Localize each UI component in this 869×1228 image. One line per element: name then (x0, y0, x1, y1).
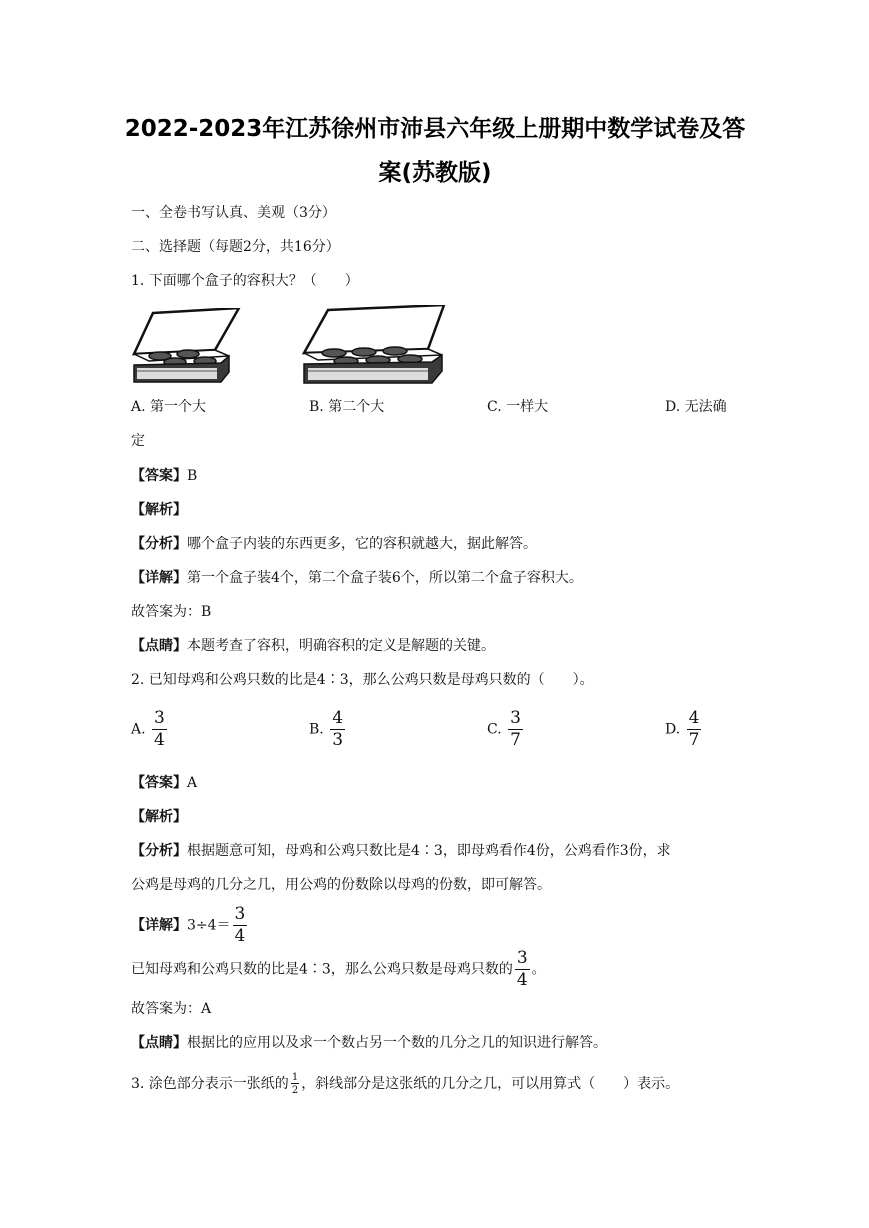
denominator: 7 (688, 730, 700, 750)
denominator: 2 (291, 1085, 299, 1096)
document-title-line-1: 2022-2023年江苏徐州市沛县六年级上册期中数学试卷及答 (124, 116, 746, 142)
numerator: 3 (516, 948, 528, 968)
option-letter: A. (131, 721, 146, 738)
q1-answer (131, 466, 197, 486)
answer-value: B (187, 468, 198, 484)
fenxi-label: 【分析】 (131, 843, 187, 859)
section-1-heading: 一、全卷书写认真、美观（3分） (131, 205, 336, 221)
q2-option-a (131, 709, 169, 750)
q1-option-d-wrap: 定 (131, 433, 145, 449)
conclusion-text: 已知母鸡和公鸡只数的比是4∶3，那么公鸡只数是母鸡只数的 (131, 961, 513, 978)
q2-dianjing (131, 1033, 607, 1053)
xiangjie-label: 【详解】 (131, 917, 187, 934)
conclusion-end: 。 (531, 961, 546, 978)
option-letter: D. (665, 721, 681, 738)
q1-xiangjie (131, 568, 583, 588)
q2-final-answer: 故答案为：A (131, 1001, 212, 1017)
option-fraction (152, 709, 167, 750)
numerator: 1 (291, 1072, 299, 1083)
fenxi-text: 哪个盒子内装的东西更多，它的容积就越大，据此解答。 (187, 536, 537, 552)
fenxi-text: 根据题意可知，母鸡和公鸡只数比是4∶3，即母鸡看作4份，公鸡看作3份，求 (187, 843, 671, 859)
question-1-stem: 1. 下面哪个盒子的容积大？（ ） (131, 273, 359, 289)
q3-stem-end: ，斜线部分是这张纸的几分之几，可以用算式（ ）表示。 (301, 1076, 680, 1092)
denominator: 7 (510, 730, 521, 750)
q1-dianjing (131, 636, 495, 656)
numerator: 4 (688, 708, 700, 728)
denominator: 4 (234, 926, 246, 946)
q3-inline-fraction (291, 1072, 299, 1096)
denominator: 4 (154, 730, 165, 750)
q2-option-c (487, 709, 525, 750)
xiangjie-text: 第一个盒子装4个，第二个盒子装6个，所以第二个盒子容积大。 (187, 570, 583, 586)
document-title-line-2: 案(苏教版) (378, 160, 492, 186)
answer-value: A (187, 775, 198, 791)
q2-answer (131, 773, 197, 793)
q2-analysis-heading: 【解析】 (131, 809, 187, 825)
xiangjie-expression: 3÷4＝ (187, 917, 231, 934)
dianjing-text: 本题考查了容积，明确容积的定义是解题的关键。 (187, 638, 495, 654)
denominator: 3 (332, 730, 344, 750)
numerator: 4 (332, 708, 344, 728)
q1-option-d: D. 无法确 (665, 399, 727, 415)
option-fraction (330, 709, 345, 750)
xiangjie-label: 【详解】 (131, 570, 187, 586)
section-2-heading: 二、选择题（每题2分，共16分） (131, 239, 340, 255)
option-fraction (687, 709, 702, 750)
question-3-stem (131, 1070, 679, 1098)
answer-label: 【答案】 (131, 775, 187, 791)
q1-option-c: C. 一样大 (487, 399, 549, 415)
denominator: 4 (516, 970, 528, 990)
q2-conclusion (131, 949, 546, 990)
numerator: 3 (234, 904, 246, 924)
q3-stem-start: 3. 涂色部分表示一张纸的 (131, 1076, 289, 1092)
conclusion-fraction (515, 949, 530, 990)
numerator: 3 (510, 708, 521, 728)
q2-fenxi-line-2: 公鸡是母鸡的几分之几，用公鸡的份数除以母鸡的份数，即可解答。 (131, 877, 551, 893)
box-1-image (131, 308, 243, 384)
option-letter: C. (487, 721, 502, 738)
option-letter: B. (309, 721, 324, 738)
answer-label: 【答案】 (131, 468, 187, 484)
q2-xiangjie (131, 905, 249, 946)
box-2-image (300, 305, 448, 385)
q1-fenxi (131, 534, 537, 554)
dianjing-label: 【点睛】 (131, 1035, 187, 1051)
q1-option-a: A. 第一个大 (131, 399, 207, 415)
xiangjie-fraction (233, 905, 248, 946)
q1-analysis-heading: 【解析】 (131, 502, 187, 518)
q1-final-answer: 故答案为：B (131, 604, 212, 620)
q2-option-b (309, 709, 347, 750)
dianjing-text: 根据比的应用以及求一个数占另一个数的几分之几的知识进行解答。 (187, 1035, 607, 1051)
dianjing-label: 【点睛】 (131, 638, 187, 654)
q1-option-b: B. 第二个大 (309, 399, 385, 415)
numerator: 3 (154, 708, 165, 728)
q2-option-d (665, 709, 703, 750)
q2-fenxi-line-1 (131, 841, 671, 861)
option-fraction (508, 709, 523, 750)
question-2-stem: 2. 已知母鸡和公鸡只数的比是4∶3，那么公鸡只数是母鸡只数的（ ）。 (131, 672, 594, 688)
fenxi-label: 【分析】 (131, 536, 187, 552)
